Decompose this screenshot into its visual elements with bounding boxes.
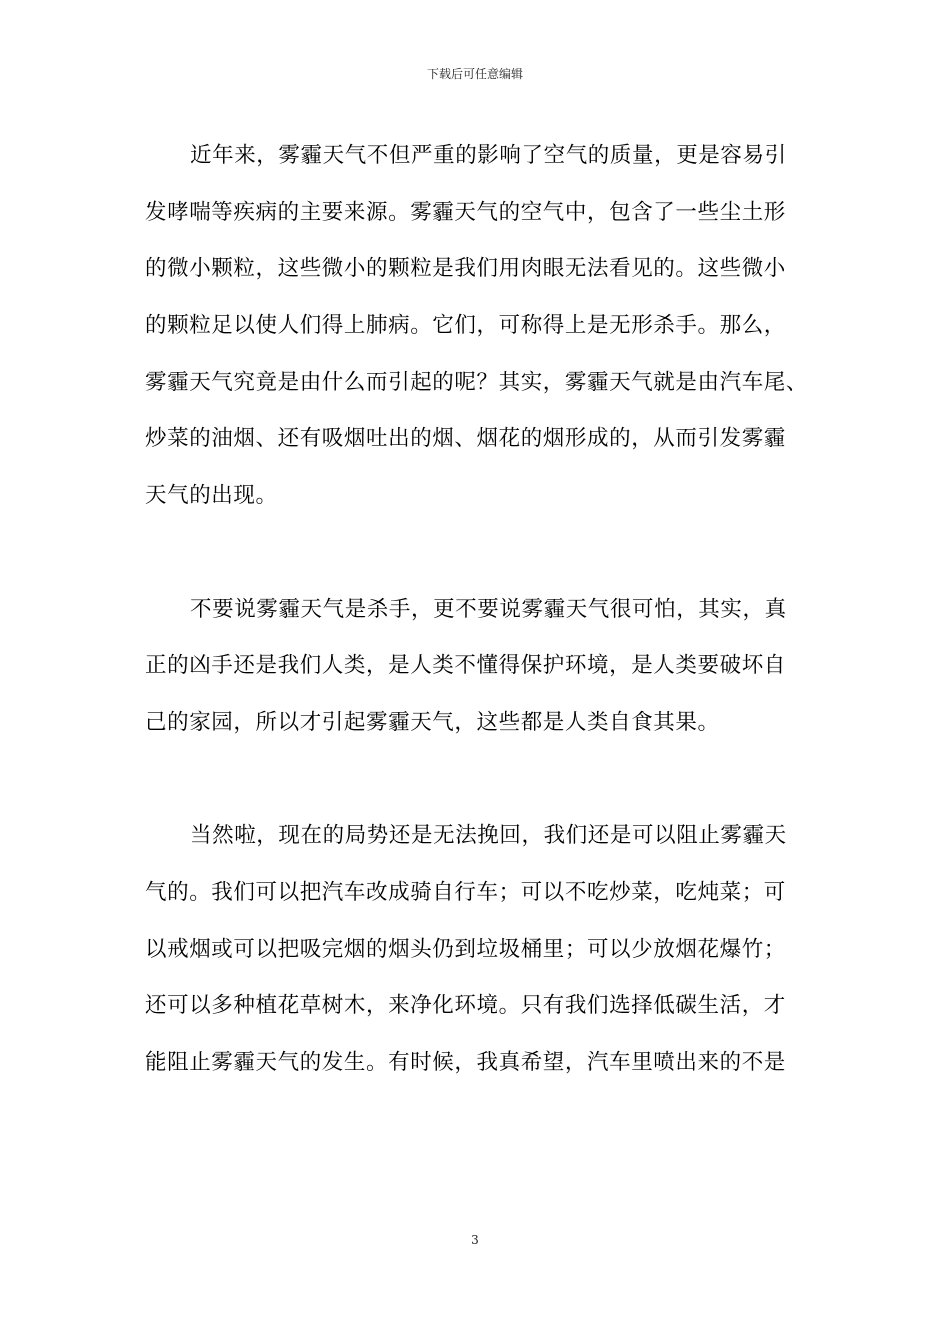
paragraph-1-line-5: 雾霾天气究竟是由什么而引起的呢？其实，雾霾天气就是由汽车尾、 bbox=[145, 369, 809, 395]
page-number: 3 bbox=[471, 1233, 479, 1247]
paragraph-1-line-4: 的颗粒足以使人们得上肺病。它们，可称得上是无形杀手。那么， bbox=[145, 313, 786, 339]
paragraph-1-line-3: 的微小颗粒，这些微小的颗粒是我们用肉眼无法看见的。这些微小 bbox=[145, 256, 786, 282]
page-header: 下载后可任意编辑 bbox=[426, 67, 523, 81]
paragraph-2-line-1: 不要说雾霾天气是杀手，更不要说雾霾天气很可怕，其实，真 bbox=[190, 596, 787, 622]
paragraph-1-line-6: 炒菜的油烟、还有吸烟吐出的烟、烟花的烟形成的，从而引发雾霾 bbox=[145, 426, 786, 452]
paragraph-3-line-3: 以戒烟或可以把吸完烟的烟头仍到垃圾桶里；可以少放烟花爆竹； bbox=[145, 936, 786, 962]
paragraph-3-line-1: 当然啦，现在的局势还是无法挽回，我们还是可以阻止雾霾天 bbox=[190, 823, 787, 849]
paragraph-3-line-5: 能阻止雾霾天气的发生。有时候，我真希望，汽车里喷出来的不是 bbox=[145, 1050, 786, 1075]
document-body bbox=[145, 128, 810, 1092]
paragraph-3-line-4: 还可以多种植花草树木，来净化环境。只有我们选择低碳生活，才 bbox=[145, 993, 786, 1019]
paragraph-1-line-2: 发哮喘等疾病的主要来源。雾霾天气的空气中，包含了一些尘土形 bbox=[145, 199, 786, 225]
paragraph-1-line-7: 天气的出现。 bbox=[145, 483, 278, 509]
paragraph-2-line-3: 己的家园，所以才引起雾霾天气，这些都是人类自食其果。 bbox=[145, 709, 720, 735]
paragraph-gap bbox=[145, 752, 810, 809]
paragraph-gap bbox=[145, 525, 810, 582]
paragraph-3-line-2: 气的。我们可以把汽车改成骑自行车；可以不吃炒菜，吃炖菜；可 bbox=[145, 879, 786, 905]
paragraph-2-line-2: 正的凶手还是我们人类，是人类不懂得保护环境，是人类要破坏自 bbox=[145, 653, 786, 679]
paragraph-1-line-1: 近年来，雾霾天气不但严重的影响了空气的质量，更是容易引 bbox=[190, 143, 787, 168]
